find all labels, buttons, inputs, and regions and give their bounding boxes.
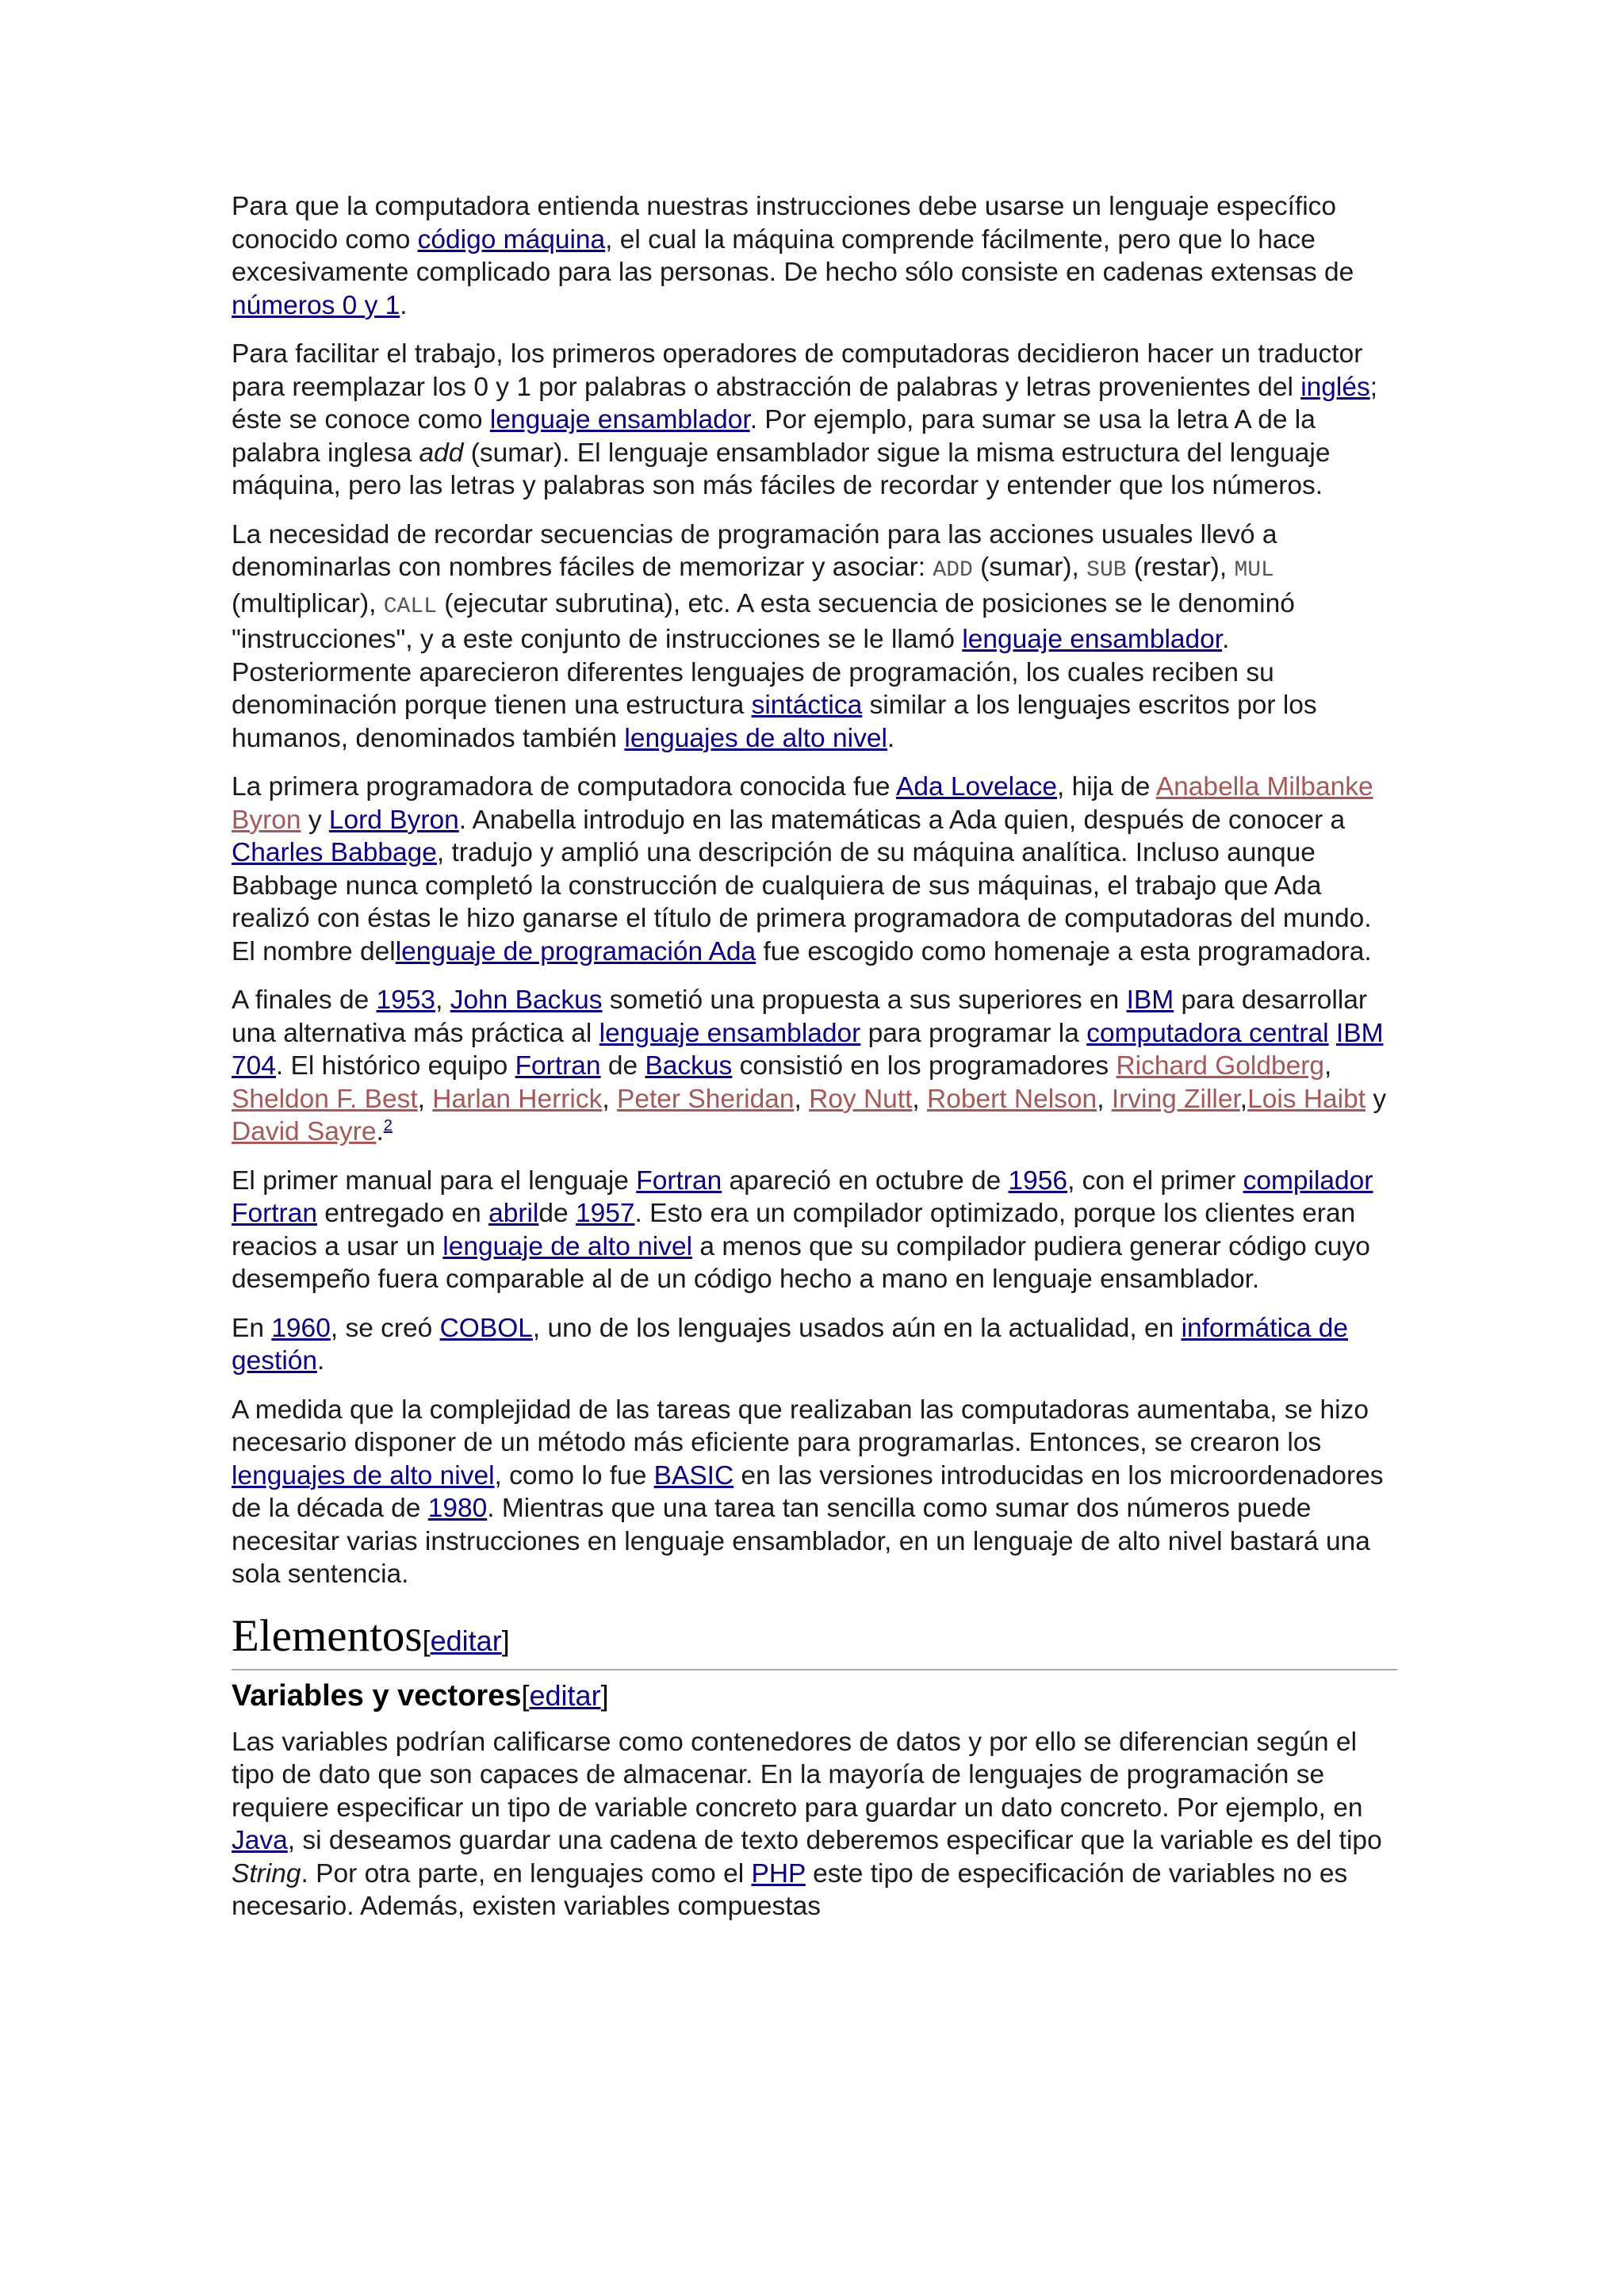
- link-computadora-central[interactable]: computadora central: [1086, 1018, 1329, 1048]
- text: este tipo de especificación de variables no es necesario. Además, existen variables compuestas: [232, 1858, 1348, 1921]
- text: (sumar),: [972, 553, 1087, 582]
- text: similar a los lenguajes escritos por los humanos, denominados también: [232, 691, 1317, 753]
- text: , tradujo y amplió una descripción de su máquina analítica. Incluso aunque Babbage nunca completó la construcción de cualquiera de sus máquinas, el trabajo que Ada realizó con éstas le hizo ganarse el título de primera programadora de computadoras del mundo. El nombre del: [232, 838, 1372, 966]
- paragraph-codigo-maquina: [232, 190, 1397, 322]
- text: de: [538, 1199, 576, 1228]
- link-informatica-de-gestion[interactable]: informática de gestión: [232, 1313, 1348, 1376]
- edit-subsection-link: [521, 1679, 608, 1712]
- link-basic[interactable]: BASIC: [653, 1460, 734, 1490]
- text: . El histórico equipo: [275, 1051, 515, 1081]
- text: para desarrollar una alternativa más práctica al: [232, 985, 1368, 1048]
- text: ,: [794, 1084, 810, 1114]
- link-robert-nelson[interactable]: Robert Nelson: [927, 1084, 1097, 1114]
- link-fortran[interactable]: Fortran: [636, 1165, 722, 1196]
- link-lenguaje-de-alto-nivel[interactable]: lenguaje de alto nivel: [442, 1231, 693, 1261]
- bracket: ]: [501, 1624, 510, 1657]
- link-1960[interactable]: 1960: [271, 1313, 331, 1343]
- link-richard-goldberg[interactable]: Richard Goldberg: [1116, 1051, 1325, 1081]
- link-lenguajes-de-alto-nivel[interactable]: lenguajes de alto nivel: [624, 723, 887, 753]
- text: . Posteriormente aparecieron diferentes lenguajes de programación, los cuales reciben su denominación porque tienen una estructura: [232, 625, 1274, 720]
- link-lois-haibt[interactable]: Lois Haibt: [1247, 1084, 1366, 1114]
- text: . Esto era un compilador optimizado, porque los clientes eran reacios a usar un: [232, 1199, 1356, 1261]
- link-lenguaje-ensamblador[interactable]: lenguaje ensamblador: [489, 405, 750, 434]
- link-fortran[interactable]: Fortran: [232, 1199, 317, 1228]
- link-backus[interactable]: Backus: [645, 1051, 733, 1081]
- link-irving-ziller[interactable]: Irving Ziller: [1111, 1084, 1240, 1114]
- link-sintactica[interactable]: sintáctica: [751, 691, 863, 720]
- text: . Anabella introdujo en las matemáticas a Ada quien, después de conocer a: [458, 805, 1346, 835]
- link-lenguajes-de-alto-nivel[interactable]: lenguajes de alto nivel: [232, 1460, 495, 1490]
- paragraph-alto-nivel: [232, 1394, 1397, 1591]
- link-php[interactable]: PHP: [751, 1858, 806, 1888]
- text: [1329, 1019, 1336, 1048]
- link-cobol[interactable]: COBOL: [439, 1313, 533, 1343]
- edit-link[interactable]: editar: [529, 1678, 601, 1712]
- link-harlan-herrick[interactable]: Harlan Herrick: [432, 1084, 603, 1114]
- text: Para facilitar el trabajo, los primeros operadores de computadoras decidieron hacer un traductor para reemplazar los 0 y 1 por palabras o abstracción de palabras y letras provenientes del: [232, 339, 1363, 402]
- paragraph-ada-lovelace: [232, 771, 1397, 968]
- text: , el cual la máquina comprende fácilmente, pero que lo hace excesivamente complicado para las personas. De hecho sólo consiste en cadenas extensas de: [232, 224, 1354, 287]
- link-lenguaje-de-programacion-ada[interactable]: lenguaje de programación Ada: [395, 936, 756, 966]
- text: (multiplicar),: [232, 588, 384, 618]
- text: , con el primer: [1067, 1165, 1243, 1196]
- text: y: [1365, 1084, 1387, 1114]
- paragraph-variables: [232, 1726, 1397, 1923]
- link-anabella-milbanke-byron[interactable]: Anabella Milbanke Byron: [232, 772, 1373, 835]
- link-john-backus[interactable]: John Backus: [450, 985, 603, 1015]
- link-david-sayre[interactable]: David Sayre: [232, 1117, 377, 1146]
- text: y: [301, 805, 329, 835]
- text: .: [887, 723, 895, 753]
- subsection-title: Variables y vectores: [232, 1678, 522, 1712]
- text: ,: [1324, 1051, 1332, 1081]
- text: ,: [912, 1084, 928, 1114]
- bracket: [: [521, 1678, 530, 1712]
- paragraph-backus: [232, 984, 1397, 1149]
- link-1953[interactable]: 1953: [376, 985, 436, 1015]
- code-mul: MUL: [1234, 558, 1274, 583]
- text: ; éste se conoce como: [232, 372, 1378, 434]
- paragraph-fortran-manual: [232, 1165, 1397, 1296]
- text: ,: [1097, 1084, 1112, 1114]
- emphasis-add: add: [419, 438, 464, 468]
- paragraph-cobol: [232, 1312, 1397, 1378]
- link-compilador[interactable]: compilador: [1243, 1165, 1373, 1196]
- emphasis-string: String: [232, 1858, 301, 1888]
- edit-link[interactable]: editar: [430, 1624, 502, 1657]
- bracket: ]: [600, 1678, 609, 1712]
- paragraph-traductor: [232, 338, 1397, 503]
- text: , hija de: [1057, 772, 1156, 802]
- link-peter-sheridan[interactable]: Peter Sheridan: [616, 1084, 795, 1114]
- text: (ejecutar subrutina), etc. A esta secuencia de posiciones se le denominó "instrucciones", y a este conjunto de instrucciones se le llamó: [232, 588, 1295, 654]
- text: A medida que la complejidad de las tareas que realizaban las computadoras aumentaba, se hizo necesario disponer de un método más eficiente para programarlas. Entonces, se crearon los: [232, 1395, 1369, 1457]
- text: ,: [602, 1084, 617, 1114]
- code-call: CALL: [383, 594, 437, 619]
- text: consistió en los programadores: [732, 1051, 1116, 1081]
- section-title: Elementos: [232, 1610, 423, 1661]
- text: El primer manual para el lenguaje: [232, 1165, 637, 1196]
- text: .: [400, 290, 408, 320]
- text: La primera programadora de computadora conocida fue: [232, 772, 897, 802]
- text: , como lo fue: [494, 1460, 654, 1490]
- text: para programar la: [860, 1018, 1087, 1048]
- link-sheldon-f-best[interactable]: Sheldon F. Best: [232, 1084, 418, 1114]
- text: apareció en octubre de: [722, 1165, 1009, 1196]
- text: , uno de los lenguajes usados aún en la actualidad, en: [532, 1313, 1182, 1343]
- text: a menos que su compilador pudiera generar código cuyo desempeño fuera comparable al de un código hecho a mano en lenguaje ensamblador.: [232, 1231, 1370, 1294]
- link-roy-nutt[interactable]: Roy Nutt: [809, 1084, 913, 1114]
- link-fortran[interactable]: Fortran: [515, 1051, 601, 1081]
- link-charles-babbage[interactable]: Charles Babbage: [232, 838, 437, 867]
- text: (sumar). El lenguaje ensamblador sigue la misma estructura del lenguaje máquina, pero las letras y palabras son más fáciles de recordar y entender que los números.: [232, 438, 1331, 500]
- link-lenguaje-ensamblador[interactable]: lenguaje ensamblador: [599, 1018, 861, 1048]
- text: (restar),: [1126, 553, 1235, 582]
- code-add: ADD: [933, 558, 973, 583]
- text: En: [232, 1313, 272, 1343]
- text: .: [376, 1117, 384, 1146]
- text: . Por otra parte, en lenguajes como el: [301, 1858, 752, 1888]
- code-sub: SUB: [1086, 558, 1127, 583]
- link-java[interactable]: Java: [232, 1826, 288, 1855]
- link-lord-byron[interactable]: Lord Byron: [328, 805, 459, 835]
- text: fue escogido como homenaje a esta programadora.: [756, 936, 1372, 966]
- text: , se creó: [330, 1313, 440, 1343]
- text: La necesidad de recordar secuencias de programación para las acciones usuales llevó a denominarlas con nombres fáciles de memorizar y asociar:: [232, 519, 1277, 582]
- text: ,: [435, 985, 450, 1015]
- link-1957[interactable]: 1957: [575, 1199, 635, 1228]
- text: . Mientras que una tarea tan sencilla como sumar dos números puede necesitar varias instrucciones en lenguaje ensamblador, en un lenguaje de alto nivel bastará una sola sentencia.: [232, 1494, 1370, 1589]
- text: sometió una propuesta a sus superiores en: [602, 985, 1127, 1015]
- text: A finales de: [232, 985, 377, 1015]
- link-1980[interactable]: 1980: [427, 1494, 488, 1523]
- subsection-heading-variables: [232, 1677, 1397, 1715]
- text: Las variables podrían calificarse como contenedores de datos y por ello se diferencian según el tipo de dato que son capaces de almacenar. En la mayoría de lenguajes de programación se requiere especificar un tipo de variable concreto para guardar un dato concreto. Por ejemplo, en: [232, 1727, 1363, 1823]
- link-ibm[interactable]: IBM: [1126, 985, 1174, 1015]
- bracket: [: [422, 1624, 431, 1657]
- link-ibm-704[interactable]: IBM 704: [232, 1018, 1384, 1081]
- link-abril[interactable]: abril: [488, 1199, 539, 1228]
- link-numeros-0-y-1[interactable]: números 0 y 1: [232, 290, 400, 320]
- paragraph-instrucciones: [232, 519, 1397, 756]
- text: ,: [1239, 1084, 1248, 1114]
- text: ,: [417, 1084, 433, 1114]
- text: de: [600, 1051, 645, 1081]
- section-heading-elementos: [232, 1612, 1397, 1670]
- edit-section-link: [423, 1624, 510, 1657]
- text: Para que la computadora entienda nuestras instrucciones debe usarse un lenguaje específico conocido como: [232, 192, 1337, 254]
- link-ada-lovelace[interactable]: Ada Lovelace: [896, 772, 1058, 802]
- reference-link[interactable]: 2: [383, 1116, 393, 1135]
- link-ingles[interactable]: inglés: [1300, 372, 1370, 402]
- text: , si deseamos guardar una cadena de texto deberemos especificar que la variable es del tipo: [287, 1826, 1382, 1855]
- link-lenguaje-ensamblador[interactable]: lenguaje ensamblador: [962, 625, 1223, 654]
- text: .: [317, 1346, 325, 1376]
- text: en las versiones introducidas en los microordenadores de la década de: [232, 1460, 1384, 1523]
- link-codigo-maquina[interactable]: código máquina: [417, 224, 606, 254]
- article-body: [232, 190, 1397, 1939]
- link-1956[interactable]: 1956: [1008, 1165, 1068, 1196]
- text: entregado en: [316, 1199, 489, 1228]
- text: . Por ejemplo, para sumar se usa la letra A de la palabra inglesa: [232, 405, 1316, 468]
